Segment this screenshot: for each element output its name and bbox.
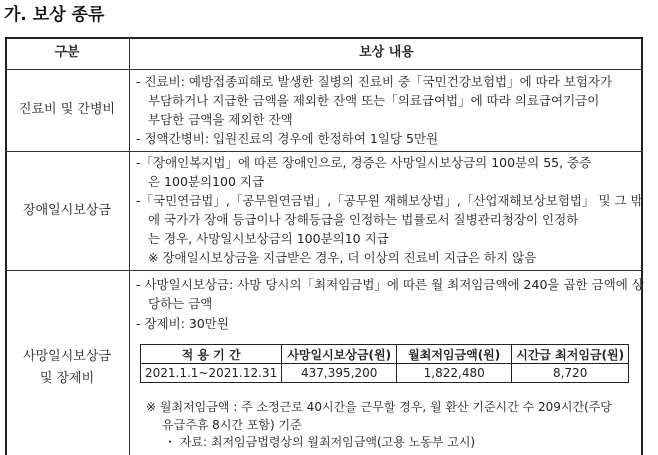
row-line: - 장제비: 30만원 [136, 316, 229, 331]
row-line: 는 경우, 사망일시보상금의 100분의10 지급 [148, 231, 389, 246]
section-title: 가. 보상 종류 [4, 5, 105, 25]
row-line: - 정액간병비: 입원진료의 경우에 한정하여 1일당 5만원 [136, 131, 439, 146]
row-line: - 진료비: 예방접종피해로 발생한 질병의 진료비 중「국민건강보험법」에 따라 보험자가 [136, 74, 613, 89]
row-line: -「국민연금법」,「공무원연금법」,「공무원 재해보상법」,「산업재해보상보험법」 및 그 밖 [136, 193, 643, 208]
row-label: 및 장제비 [39, 371, 95, 386]
row-label: 장애일시보상금 [23, 203, 111, 218]
row-line: 부담한 금액을 제외한 잔액 [148, 112, 293, 127]
row-line: -「장애인복지법」에 따른 장애인으로, 경증은 사망일시보상금의 100분의 55, 중증 [136, 155, 592, 170]
row-line: 부담하거나 지급한 금액을 제외한 잔액 또는「의료급여법」에 따라 의료급여기금이 [148, 93, 600, 108]
table-cell: 1,822,480 [397, 364, 512, 383]
header-content: 보상 내용 [359, 45, 414, 60]
row-line: - 사망일시보상금: 사망 당시의「최저임금법」에 따른 월 최저임금액에 240을 곱한 금액에 상 [136, 277, 644, 292]
row-label: 사망일시보상금 [23, 349, 111, 364]
row-label: 진료비 및 간병비 [18, 102, 116, 117]
table-cell: 2021.1.1~2021.12.31 [141, 364, 282, 383]
table-cell: 437,395,200 [282, 364, 397, 383]
row-line: 은 100분의100 지급 [148, 174, 265, 189]
table-header: 월최저임금액(원) [397, 345, 512, 364]
header-category: 구분 [54, 45, 80, 60]
note-line: ※ 월최저임금액 : 주 소정근로 40시간을 근무할 경우, 월 환산 기준시간 수 209시간(주당 [146, 400, 612, 414]
row-line: ※ 장애일시보상금을 지급받은 경우, 더 이상의 진료비 지급은 하지 않음 [148, 250, 537, 265]
minimum-wage-table [140, 344, 629, 383]
row-divider [5, 270, 643, 271]
row-divider [5, 69, 643, 70]
row-divider [5, 151, 643, 152]
table-cell: 8,720 [512, 364, 629, 383]
table-header: 사망일시보상금(원) [282, 345, 397, 364]
note-line: 유급주휴 8시간 포함) 기준 [162, 418, 302, 432]
note-line: ・ 자료: 최저임금법령상의 월최저임금액(고용 노동부 고시) [164, 435, 476, 449]
table-header: 적 용 기 간 [141, 345, 282, 364]
table-header: 시간급 최저임금(원) [512, 345, 629, 364]
row-line: 에 국가가 장애 등급이나 장해등급을 인정하는 법률로서 질병관리청장이 인정하 [148, 212, 579, 227]
column-divider [129, 37, 130, 455]
row-line: 당하는 금액 [148, 296, 213, 311]
